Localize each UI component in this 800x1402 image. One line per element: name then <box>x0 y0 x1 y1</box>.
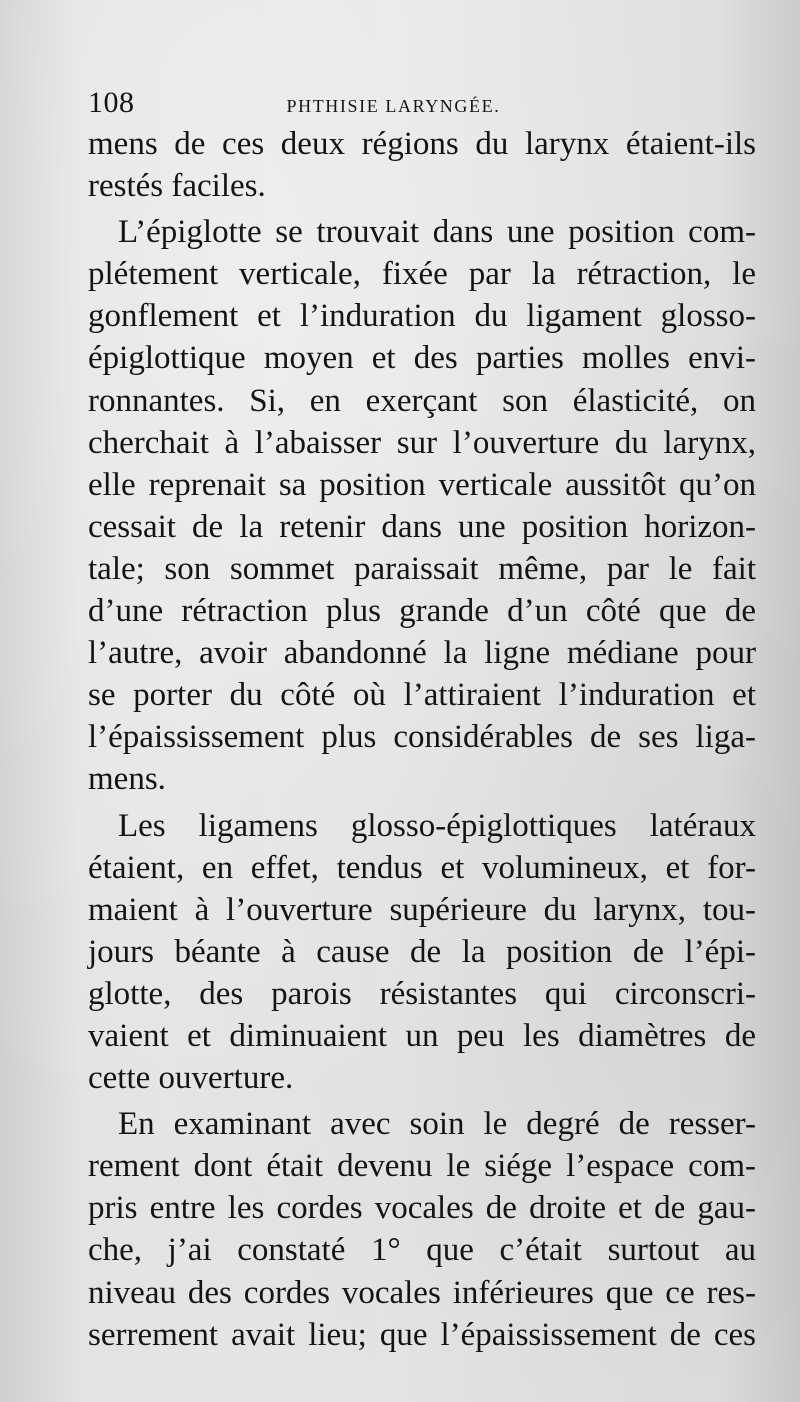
text-line: mens. <box>88 761 166 798</box>
page-number: 108 <box>88 86 135 119</box>
text-line: rement dont était devenu le siége l’espace com- <box>88 1148 756 1185</box>
text-line: glotte, des parois résistantes qui circonscri- <box>88 975 756 1012</box>
body-text <box>88 123 756 1356</box>
text-line: étaient, en effet, tendus et volumineux, et for- <box>88 849 756 886</box>
text-line: maient à l’ouverture supérieure du larynx, tou- <box>88 891 756 928</box>
text-line: che, j’ai constaté 1° que c’était surtout au <box>88 1232 756 1269</box>
text-line: plétement verticale, fixée par la rétraction, le <box>88 256 756 293</box>
text-line: gonflement et l’induration du ligament glosso- <box>88 298 756 335</box>
text-line: d’une rétraction plus grande d’un côté que de <box>88 593 756 630</box>
text-line: cessait de la retenir dans une position horizon- <box>88 508 756 545</box>
text-line: pris entre les cordes vocales de droite et de gau- <box>88 1190 756 1227</box>
text-line: vaient et diminuaient un peu les diamètres de <box>88 1017 756 1054</box>
text-line: En examinant avec soin le degré de resser- <box>118 1106 756 1143</box>
running-head: PHTHISIE LARYNGÉE. <box>286 96 501 116</box>
text-line: ronnantes. Si, en exerçant son élasticité, on <box>88 382 756 419</box>
text-line: cherchait à l’abaisser sur l’ouverture du larynx, <box>88 424 756 461</box>
page-header <box>88 86 752 120</box>
text-line: L’épiglotte se trouvait dans une position com- <box>118 214 756 251</box>
text-line: mens de ces deux régions du larynx étaient-ils <box>88 126 756 162</box>
text-line: l’épaississement plus considérables de ses liga- <box>88 719 756 756</box>
text-line: tale; son sommet paraissait même, par le fait <box>88 550 756 587</box>
text-line: Les ligamens glosso-épiglottiques latéraux <box>118 807 756 844</box>
text-line: niveau des cordes vocales inférieures que ce res- <box>88 1274 756 1311</box>
text-line: elle reprenait sa position verticale aussitôt qu’on <box>88 466 756 503</box>
text-line: se porter du côté où l’attiraient l’induration et <box>88 677 756 714</box>
text-line: jours béante à cause de la position de l’épi- <box>88 933 756 970</box>
text-line: l’autre, avoir abandonné la ligne médiane pour <box>88 635 756 672</box>
text-line: serrement avait lieu; que l’épaississement de ces <box>88 1316 756 1353</box>
text-line: cette ouverture. <box>88 1060 294 1097</box>
text-line: épiglottique moyen et des parties molles envi- <box>88 340 756 377</box>
text-line: restés faciles. <box>88 168 266 205</box>
